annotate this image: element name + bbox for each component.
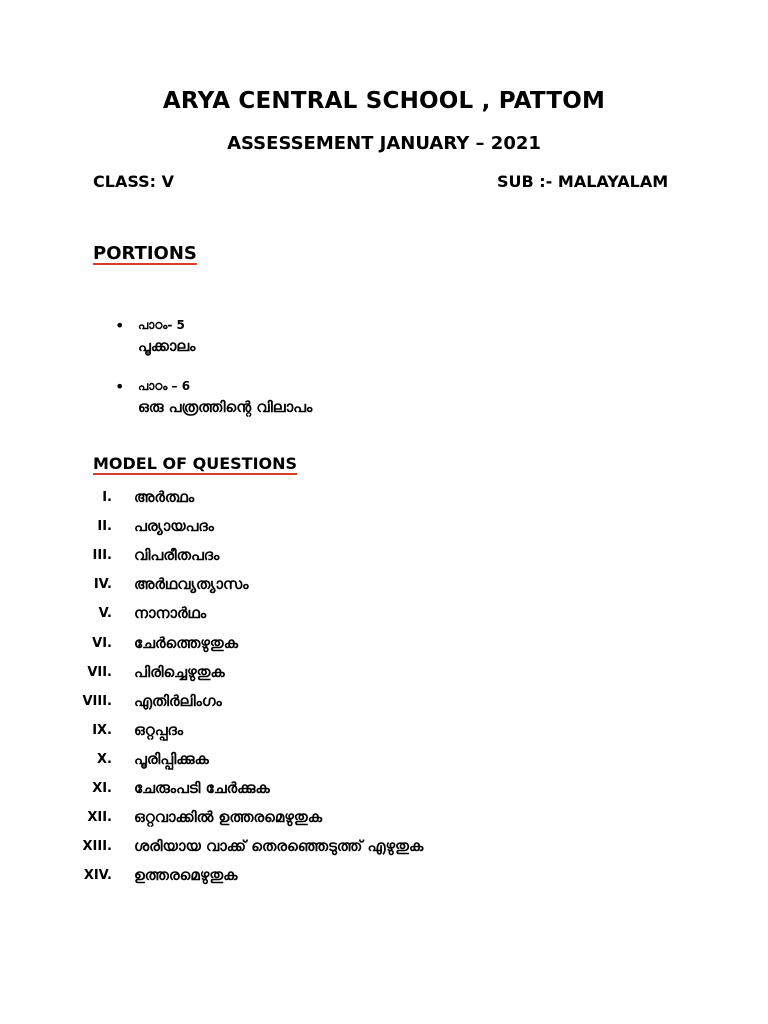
question-number: XI.: [92, 781, 112, 796]
question-item: [0, 606, 768, 628]
question-item: [0, 665, 768, 687]
question-item: [0, 548, 768, 570]
question-type: ശരിയായ വാക്ക് തെരഞ്ഞെടുത്ത് എഴുതുക: [134, 837, 424, 855]
question-item: [0, 490, 768, 512]
question-type: ചേരുംപടി ചേർക്കുക: [134, 779, 270, 797]
lesson-title: പൂക്കാലം: [138, 337, 196, 355]
question-number: I.: [102, 490, 112, 505]
question-type: ഉത്തരമെഴുതുക: [134, 866, 238, 884]
question-number: III.: [92, 548, 112, 563]
question-number: II.: [97, 519, 112, 534]
question-item: [0, 577, 768, 599]
question-number: VII.: [87, 665, 112, 680]
lesson-number: പാഠം – 6: [138, 379, 191, 393]
question-item: [0, 839, 768, 861]
bullet-icon: •: [115, 377, 125, 396]
question-number: V.: [98, 606, 112, 621]
lesson-title: ഒരു പത്രത്തിന്റെ വിലാപം: [138, 398, 313, 416]
question-type: അർത്ഥം: [134, 488, 195, 506]
question-number: X.: [97, 752, 112, 767]
question-item: [0, 810, 768, 832]
question-type: അർഥവ്യത്യാസം: [134, 575, 249, 593]
question-number: XII.: [87, 810, 112, 825]
question-number: XIII.: [82, 839, 112, 854]
question-type: ഒറ്റപ്പദം: [134, 721, 184, 739]
question-number: VI.: [92, 636, 112, 651]
question-item: [0, 519, 768, 541]
question-item: [0, 752, 768, 774]
question-item: [0, 636, 768, 658]
subject-label: SUB :- MALAYALAM: [497, 172, 669, 191]
question-item: [0, 781, 768, 803]
question-type: പര്യായപദം: [134, 517, 214, 535]
lesson-number: പാഠം- 5: [138, 318, 185, 332]
question-type: വിപരീതപദം: [134, 546, 220, 564]
question-type: ഒറ്റവാക്കിൽ ഉത്തരമെഴുതുക: [134, 808, 323, 826]
question-item: [0, 694, 768, 716]
portions-heading: PORTIONS: [93, 243, 197, 264]
class-label: CLASS: V: [93, 172, 174, 191]
bullet-icon: •: [115, 316, 125, 335]
school-title: ARYA CENTRAL SCHOOL , PATTOM: [162, 88, 606, 114]
model-questions-heading: MODEL OF QUESTIONS: [93, 454, 298, 473]
question-type: എതിർലിംഗം: [134, 692, 222, 710]
question-number: XIV.: [83, 868, 112, 883]
question-type: പൂരിപ്പിക്കുക: [134, 750, 209, 768]
exam-title: ASSESSEMENT JANUARY – 2021: [227, 133, 541, 154]
question-type: ചേർത്തെഴുതുക: [134, 634, 239, 652]
question-number: IV.: [93, 577, 112, 592]
question-type: പിരിച്ചെഴുതുക: [134, 663, 225, 681]
question-item: [0, 723, 768, 745]
question-number: IX.: [92, 723, 112, 738]
question-item: [0, 868, 768, 890]
question-type: നാനാർഥം: [134, 604, 207, 622]
question-number: VIII.: [82, 694, 112, 709]
